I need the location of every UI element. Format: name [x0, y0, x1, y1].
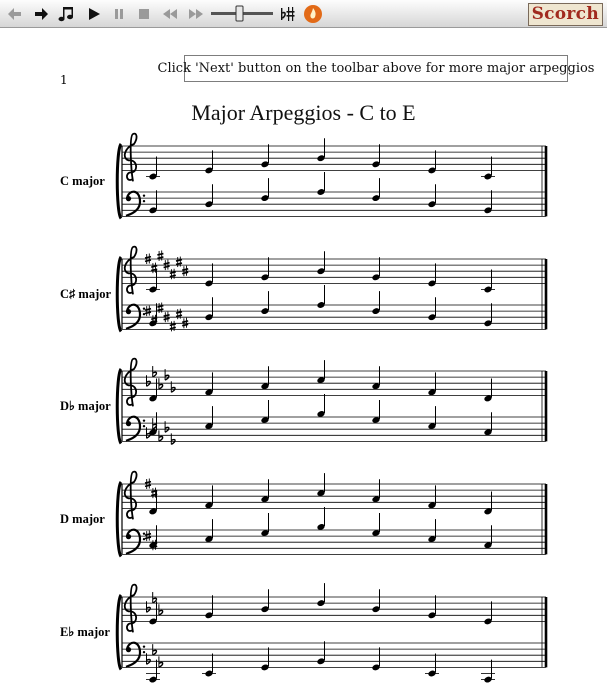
brand-logo[interactable]: Scorch	[528, 3, 603, 26]
treble-note	[427, 372, 436, 396]
treble-note	[427, 595, 436, 619]
treble-note	[316, 583, 325, 607]
treble-note	[483, 601, 492, 625]
treble-note	[146, 157, 160, 181]
treble-note	[427, 263, 436, 287]
system-eb	[60, 583, 546, 683]
system-label: D major	[60, 512, 105, 527]
treble-note	[316, 251, 325, 275]
bass-note	[371, 178, 380, 202]
treble-note	[204, 485, 213, 509]
system-db	[60, 359, 546, 445]
treble-note	[371, 144, 380, 168]
bass-note	[316, 172, 325, 196]
page-number: 1	[60, 73, 68, 87]
bass-note	[260, 400, 269, 424]
bass-note	[483, 412, 492, 436]
bass-note	[204, 184, 213, 208]
bass-note	[371, 513, 380, 537]
treble-clef-icon	[125, 359, 137, 407]
bass-note	[316, 285, 325, 309]
treble-note	[260, 257, 269, 281]
bass-note	[371, 291, 380, 315]
system-label: D♭ major	[60, 399, 111, 414]
brace	[117, 595, 121, 669]
treble-note	[316, 473, 325, 497]
bass-note	[316, 641, 325, 665]
treble-note	[371, 479, 380, 503]
treble-note	[316, 360, 325, 384]
treble-note	[316, 138, 325, 162]
treble-note	[481, 157, 495, 181]
brace	[117, 257, 121, 331]
treble-note	[204, 372, 213, 396]
bass-note	[483, 525, 492, 549]
treble-note	[483, 378, 492, 402]
treble-clef-icon	[125, 472, 137, 520]
bass-note	[204, 297, 213, 321]
bass-note	[260, 291, 269, 315]
bass-clef-icon	[126, 305, 140, 329]
treble-note	[204, 150, 213, 174]
bass-note	[260, 647, 269, 671]
bass-note	[260, 513, 269, 537]
bass-clef-icon	[126, 192, 140, 216]
bass-clef-icon	[126, 643, 140, 667]
system-label: C major	[60, 174, 105, 189]
system-csharp	[60, 247, 546, 332]
treble-note	[481, 270, 495, 294]
system-label: E♭ major	[60, 625, 110, 640]
bass-note	[316, 394, 325, 418]
treble-note	[260, 144, 269, 168]
treble-note	[371, 366, 380, 390]
system-d	[60, 472, 546, 557]
bass-note	[483, 190, 492, 214]
bass-note	[427, 297, 436, 321]
bass-note	[202, 654, 216, 678]
bass-note	[204, 519, 213, 543]
bass-note	[425, 654, 439, 678]
treble-note	[204, 595, 213, 619]
treble-note	[204, 263, 213, 287]
bass-note	[371, 647, 380, 671]
bass-note	[481, 660, 495, 684]
brace	[117, 144, 121, 218]
bass-note	[427, 184, 436, 208]
next-hint-box: Click 'Next' button on the toolbar above for more major arpeggios	[184, 55, 568, 82]
brace	[117, 369, 121, 443]
treble-clef-icon	[125, 134, 137, 182]
treble-note	[427, 485, 436, 509]
treble-note	[260, 589, 269, 613]
brace	[117, 482, 121, 556]
system-c	[60, 134, 546, 219]
treble-note	[371, 589, 380, 613]
page-title: Major Arpeggios - C to E	[191, 100, 416, 125]
system-label: C♯ major	[60, 287, 112, 302]
treble-note	[260, 479, 269, 503]
bass-clef-icon	[126, 530, 140, 554]
bass-note	[316, 507, 325, 531]
treble-clef-icon	[125, 585, 137, 633]
bass-note	[204, 406, 213, 430]
bass-note	[427, 406, 436, 430]
bass-note	[148, 190, 157, 214]
bass-note	[260, 178, 269, 202]
bass-note	[483, 303, 492, 327]
bass-clef-icon	[126, 417, 140, 441]
treble-note	[260, 366, 269, 390]
treble-note	[427, 150, 436, 174]
treble-note	[483, 491, 492, 515]
treble-note	[371, 257, 380, 281]
bass-note	[371, 400, 380, 424]
bass-note	[427, 519, 436, 543]
treble-clef-icon	[125, 247, 137, 295]
treble-note	[148, 601, 157, 625]
